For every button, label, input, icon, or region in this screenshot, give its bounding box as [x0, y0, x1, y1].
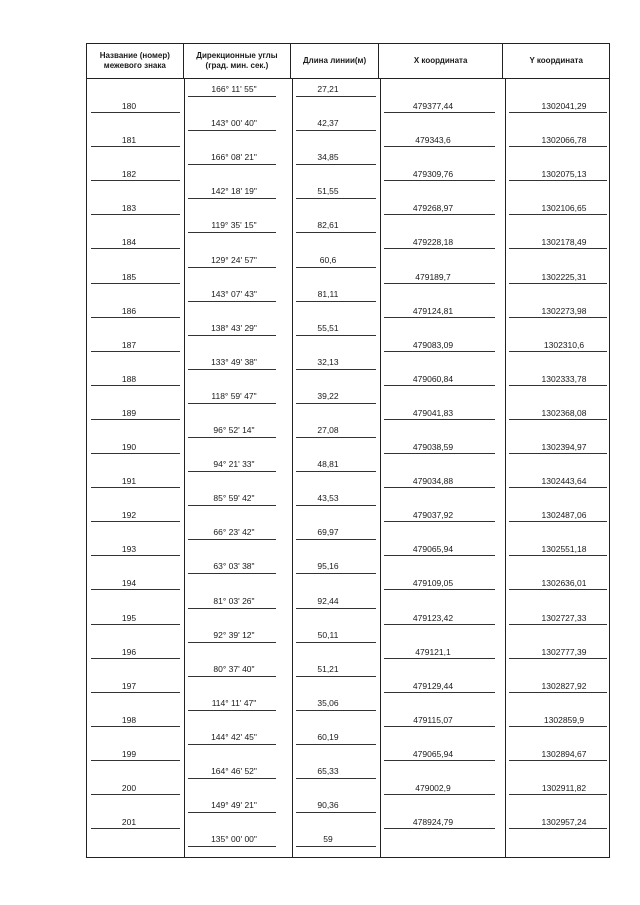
row-underline: [509, 828, 607, 829]
row-underline: [509, 453, 607, 454]
row-underline: [188, 471, 276, 472]
line-length: 27,21: [317, 84, 339, 94]
row-underline: [384, 692, 495, 693]
direction-angle: 166° 08' 21": [211, 152, 257, 163]
x-coordinate: 479309,76: [412, 169, 454, 180]
row-underline: [384, 658, 495, 659]
point-name: 189: [121, 407, 137, 418]
point-name: 193: [121, 544, 137, 555]
row-underline: [91, 555, 180, 556]
row-underline: [296, 267, 376, 268]
row-underline: [91, 283, 180, 284]
y-coordinate: 1302827,92: [541, 680, 587, 691]
point-name: 187: [121, 339, 137, 350]
row-underline: [296, 198, 376, 199]
x-coordinate: 479060,84: [412, 373, 454, 384]
row-underline: [296, 573, 376, 574]
row-underline: [384, 419, 495, 420]
line-length: 43,53: [317, 493, 339, 504]
row-underline: [509, 589, 607, 590]
row-underline: [384, 487, 495, 488]
row-underline: [91, 692, 180, 693]
y-coordinate: 1302225,31: [541, 271, 587, 282]
point-name: 200: [121, 783, 137, 793]
direction-angle: 149° 49' 21": [211, 800, 257, 811]
row-underline: [296, 608, 376, 609]
row-underline: [384, 555, 495, 556]
coordinates-table: [86, 43, 610, 858]
x-coordinate: 479065,94: [412, 544, 454, 555]
row-underline: [296, 539, 376, 540]
row-underline: [509, 692, 607, 693]
header-line-length: Длина линии(м): [291, 44, 379, 78]
direction-angle: 144° 42' 45": [211, 731, 257, 742]
row-underline: [188, 198, 276, 199]
direction-angle: 96° 52' 14": [213, 425, 255, 435]
line-length: 51,21: [317, 663, 339, 674]
column-divider: [505, 79, 506, 857]
row-underline: [296, 164, 376, 165]
x-coordinate: 479129,44: [412, 680, 454, 691]
row-underline: [296, 471, 376, 472]
x-coordinate: 479121,1: [415, 646, 451, 657]
line-length: 50,11: [317, 629, 339, 640]
row-underline: [188, 539, 276, 540]
point-name: 201: [121, 817, 137, 828]
row-underline: [509, 521, 607, 522]
y-coordinate: 1302727,33: [541, 612, 587, 623]
row-underline: [91, 180, 180, 181]
header-y-coordinate: Y координата: [529, 56, 583, 65]
x-coordinate: 479228,18: [412, 237, 454, 248]
row-underline: [296, 710, 376, 711]
point-name: 182: [121, 169, 137, 180]
row-underline: [296, 96, 376, 97]
line-length: 69,97: [317, 527, 339, 538]
direction-angle: 164° 46' 52": [211, 766, 257, 776]
row-underline: [91, 112, 180, 113]
row-underline: [384, 589, 495, 590]
row-underline: [384, 624, 495, 625]
row-underline: [384, 385, 495, 386]
row-underline: [384, 317, 495, 318]
row-underline: [509, 419, 607, 420]
point-name: 185: [121, 271, 137, 282]
x-coordinate: 479038,59: [412, 442, 454, 452]
row-underline: [91, 248, 180, 249]
line-length: 59: [323, 834, 333, 845]
line-length: 95,16: [317, 561, 339, 572]
table-header: [86, 43, 610, 79]
row-underline: [188, 335, 276, 336]
row-underline: [384, 521, 495, 522]
row-underline: [509, 555, 607, 556]
row-underline: [509, 317, 607, 318]
direction-angle: 63° 03' 38": [213, 561, 255, 572]
line-length: 35,06: [317, 697, 339, 708]
x-coordinate: 479124,81: [412, 305, 454, 316]
y-coordinate: 1302368,08: [541, 407, 587, 418]
row-underline: [91, 624, 180, 625]
row-underline: [384, 112, 495, 113]
column-divider: [292, 79, 293, 857]
line-length: 81,11: [317, 288, 339, 299]
row-underline: [188, 573, 276, 574]
row-underline: [188, 96, 276, 97]
line-length: 27,08: [317, 425, 339, 435]
line-length: 65,33: [317, 766, 339, 776]
direction-angle: 94° 21' 33": [213, 459, 255, 470]
row-underline: [296, 505, 376, 506]
x-coordinate: 479115,07: [413, 714, 453, 725]
point-name: 191: [121, 476, 137, 487]
row-underline: [91, 521, 180, 522]
y-coordinate: 1302041,29: [541, 101, 587, 111]
x-coordinate: 479109,05: [412, 578, 454, 589]
x-coordinate: 479034,88: [412, 476, 454, 487]
line-length: 90,36: [317, 800, 339, 811]
row-underline: [296, 744, 376, 745]
row-underline: [509, 283, 607, 284]
x-coordinate: 479377,44: [412, 101, 454, 111]
direction-angle: 143° 00' 40": [211, 118, 257, 129]
row-underline: [509, 214, 607, 215]
row-underline: [188, 403, 276, 404]
y-coordinate: 1302075,13: [541, 169, 587, 180]
line-length: 39,22: [317, 390, 339, 401]
row-underline: [384, 453, 495, 454]
line-length: 60,19: [317, 731, 339, 742]
row-underline: [188, 505, 276, 506]
x-coordinate: 479268,97: [412, 203, 454, 214]
row-underline: [188, 164, 276, 165]
row-underline: [384, 828, 495, 829]
row-underline: [188, 846, 276, 847]
point-name: 199: [121, 748, 137, 759]
row-underline: [91, 726, 180, 727]
x-coordinate: 479041,83: [412, 407, 454, 418]
direction-angle: 114° 11' 47": [211, 697, 257, 708]
line-length: 34,85: [317, 152, 339, 163]
row-underline: [188, 778, 276, 779]
y-coordinate: 1302859,9: [543, 714, 585, 725]
point-name: 194: [121, 578, 137, 589]
row-underline: [91, 419, 180, 420]
x-coordinate: 479343,6: [415, 135, 451, 146]
row-underline: [296, 403, 376, 404]
row-underline: [91, 487, 180, 488]
row-underline: [188, 812, 276, 813]
direction-angle: 129° 24' 57": [211, 254, 257, 265]
point-name: 180: [121, 101, 137, 111]
point-name: 188: [121, 373, 137, 384]
row-underline: [509, 112, 607, 113]
row-underline: [296, 335, 376, 336]
row-underline: [384, 248, 495, 249]
direction-angle: 133° 49' 38": [211, 356, 257, 367]
row-underline: [296, 130, 376, 131]
row-underline: [188, 437, 276, 438]
row-underline: [384, 760, 495, 761]
row-underline: [384, 214, 495, 215]
y-coordinate: 1302066,78: [541, 135, 587, 146]
line-length: 60,6: [319, 254, 337, 265]
row-underline: [91, 658, 180, 659]
row-underline: [296, 778, 376, 779]
column-divider: [184, 79, 185, 857]
y-coordinate: 1302178,49: [541, 237, 587, 248]
row-underline: [91, 385, 180, 386]
row-underline: [509, 794, 607, 795]
direction-angle: 135° 00' 00": [211, 834, 257, 845]
header-point-name: Название (номер) межевого знака: [87, 44, 184, 78]
row-underline: [188, 710, 276, 711]
row-underline: [509, 248, 607, 249]
y-coordinate: 1302777,39: [541, 646, 587, 657]
direction-angle: 166° 11' 55": [211, 84, 257, 94]
y-coordinate: 1302911,82: [541, 783, 587, 793]
row-underline: [509, 385, 607, 386]
y-coordinate: 1302636,01: [541, 578, 587, 589]
y-coordinate: 1302310,6: [543, 339, 585, 350]
column-divider: [380, 79, 381, 857]
direction-angle: 118° 59' 47": [211, 390, 257, 401]
row-underline: [188, 369, 276, 370]
direction-angle: 85° 59' 42": [213, 493, 255, 504]
row-underline: [296, 676, 376, 677]
line-length: 82,61: [317, 220, 339, 231]
y-coordinate: 1302394,97: [541, 442, 587, 452]
direction-angle: 81° 03' 26": [213, 595, 255, 606]
row-underline: [509, 760, 607, 761]
row-underline: [91, 760, 180, 761]
row-underline: [296, 369, 376, 370]
y-coordinate: 1302957,24: [541, 817, 587, 828]
row-underline: [91, 214, 180, 215]
y-coordinate: 1302487,06: [541, 510, 587, 521]
header-direction-angle: Дирекционные углы (град. мин. сек.): [184, 44, 292, 78]
point-name: 190: [121, 442, 137, 452]
row-underline: [91, 453, 180, 454]
row-underline: [384, 794, 495, 795]
row-underline: [509, 658, 607, 659]
x-coordinate: 479189,7: [415, 271, 451, 282]
point-name: 184: [121, 237, 137, 248]
row-underline: [188, 642, 276, 643]
point-name: 183: [121, 203, 137, 214]
direction-angle: 80° 37' 40": [213, 663, 255, 674]
y-coordinate: 1302106,65: [541, 203, 587, 214]
row-underline: [296, 642, 376, 643]
row-underline: [188, 744, 276, 745]
row-underline: [91, 589, 180, 590]
row-underline: [509, 180, 607, 181]
row-underline: [384, 180, 495, 181]
row-underline: [509, 351, 607, 352]
point-name: 186: [121, 305, 137, 316]
row-underline: [384, 146, 495, 147]
y-coordinate: 1302333,78: [541, 373, 587, 384]
line-length: 42,37: [317, 118, 339, 129]
row-underline: [296, 437, 376, 438]
row-underline: [384, 283, 495, 284]
row-underline: [509, 146, 607, 147]
row-underline: [296, 232, 376, 233]
point-name: 192: [121, 510, 137, 521]
x-coordinate: 479065,94: [412, 748, 454, 759]
row-underline: [296, 812, 376, 813]
row-underline: [188, 130, 276, 131]
row-underline: [509, 487, 607, 488]
line-length: 51,55: [317, 186, 339, 197]
point-name: 195: [121, 612, 137, 623]
point-name: 197: [121, 680, 137, 691]
direction-angle: 142° 18' 19": [211, 186, 257, 197]
row-underline: [91, 317, 180, 318]
x-coordinate: 479123,42: [412, 612, 454, 623]
x-coordinate: 479083,09: [412, 339, 454, 350]
row-underline: [296, 846, 376, 847]
point-name: 198: [121, 714, 137, 725]
line-length: 48,81: [317, 459, 339, 470]
row-underline: [509, 624, 607, 625]
point-name: 196: [121, 646, 137, 657]
row-underline: [188, 267, 276, 268]
x-coordinate: 478924,79: [412, 817, 454, 828]
direction-angle: 119° 35' 15": [211, 220, 257, 231]
y-coordinate: 1302443,64: [541, 476, 587, 487]
point-name: 181: [121, 135, 137, 146]
y-coordinate: 1302894,67: [541, 748, 587, 759]
x-coordinate: 479002,9: [415, 783, 451, 793]
row-underline: [91, 351, 180, 352]
y-coordinate: 1302273,98: [541, 305, 587, 316]
row-underline: [188, 232, 276, 233]
row-underline: [188, 301, 276, 302]
table-body: [86, 79, 610, 858]
row-underline: [384, 351, 495, 352]
row-underline: [384, 726, 495, 727]
row-underline: [188, 676, 276, 677]
row-underline: [91, 828, 180, 829]
direction-angle: 92° 39' 12": [213, 629, 255, 640]
row-underline: [91, 794, 180, 795]
x-coordinate: 479037,92: [412, 510, 454, 521]
direction-angle: 143° 07' 43": [211, 288, 257, 299]
direction-angle: 66° 23' 42": [213, 527, 255, 538]
line-length: 55,51: [317, 322, 339, 333]
y-coordinate: 1302551,18: [541, 544, 587, 555]
row-underline: [509, 726, 607, 727]
line-length: 92,44: [317, 595, 339, 606]
header-x-coordinate: X координата: [379, 44, 504, 78]
row-underline: [91, 146, 180, 147]
line-length: 32,13: [317, 356, 339, 367]
row-underline: [296, 301, 376, 302]
direction-angle: 138° 43' 29": [211, 322, 257, 333]
row-underline: [188, 608, 276, 609]
